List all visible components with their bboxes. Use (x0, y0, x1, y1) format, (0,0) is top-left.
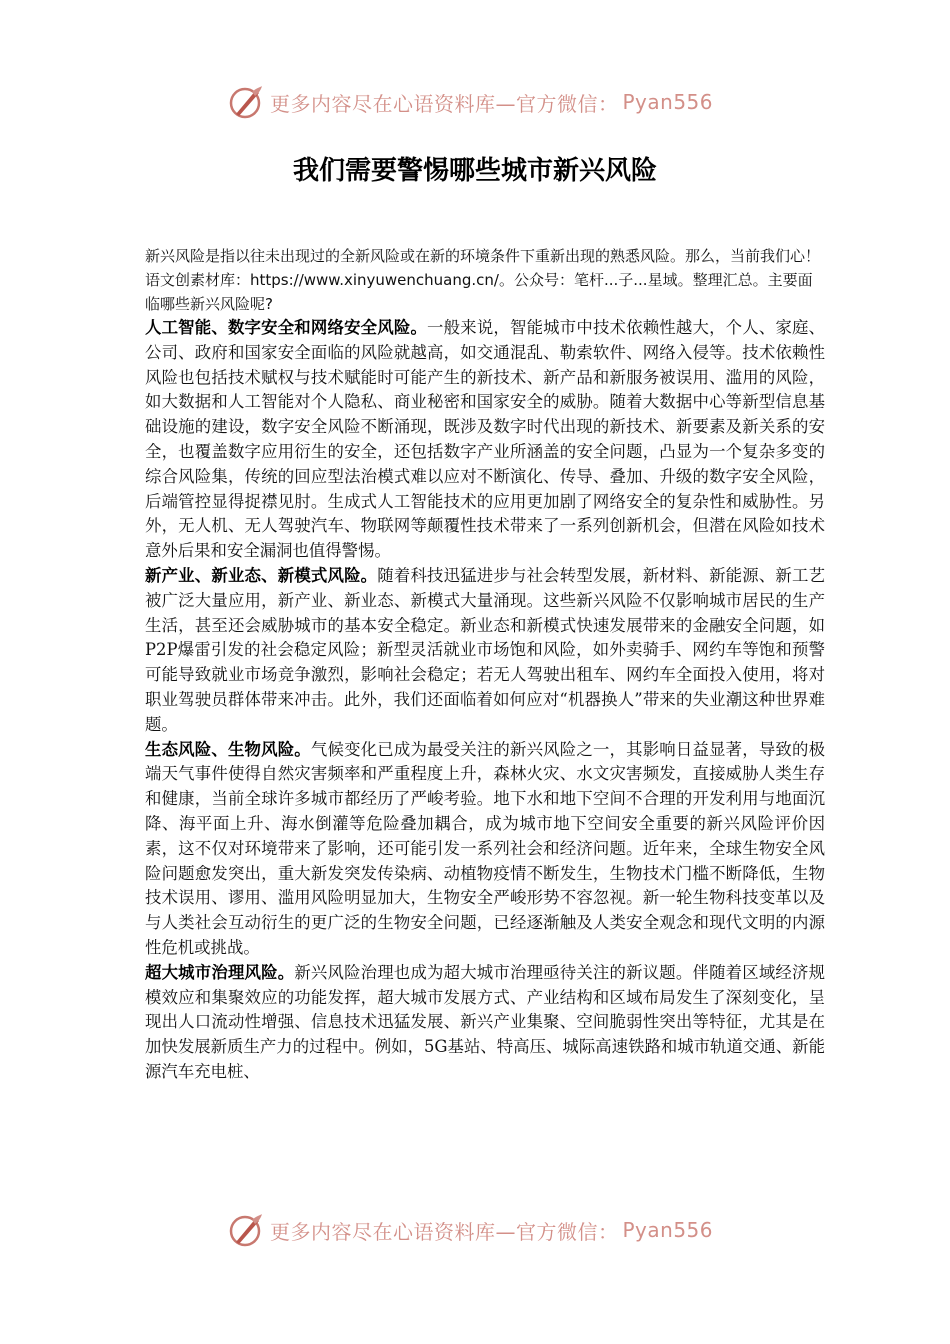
intro-paragraph: 新兴风险是指以往未出现过的全新风险或在新的环境条件下重新出现的熟悉风险。那么，当前我们心！语文创素材库：https://www.xinyuwenchuang.cn/。公众号：笔杆...子...星域。整理汇总。主要面临哪些新兴风险呢? (145, 247, 821, 313)
section-body: 一般来说，智能城市中技术依赖性越大，个人、家庭、公司、政府和国家安全面临的风险就越高，如交通混乱、勒索软件、网络入侵等。技术依赖性风险也包括技术赋权与技术赋能时可能产生的新技术、新产品和新服务被误用、滥用的风险，如大数据和人工智能对个人隐私、商业秘密和国家安全的威胁。随着大数据中心等新型信息基础设施的建设，数字安全风险不断涌现，既涉及数字时代出现的新技术、新要素及新关系的安全，也覆盖数字应用衍生的安全，还包括数字产业所涵盖的安全问题，凸显为一个复杂多变的综合风险集，传统的回应型法治模式难以应对不断演化、传导、叠加、升级的数字安全风险，后端管控显得捉襟见肘。生成式人工智能技术的应用更加剧了网络安全的复杂性和威胁性。另外，无人机、无人驾驶汽车、物联网等颠覆性技术带来了一系列创新机会，但潜在风险如技术意外后果和安全漏洞也值得警惕。 (145, 318, 826, 561)
section-heading: 生态风险、生物风险。 (145, 739, 311, 759)
article-body (145, 244, 825, 1085)
section-heading: 新产业、新业态、新模式风险。 (145, 565, 378, 585)
banner-text: 更多内容尽在心语资料库—官方微信： (270, 91, 619, 116)
section-ecological-biological (145, 738, 825, 961)
banner-wechat-id: Pyan556 (622, 90, 714, 114)
section-body: 新兴风险治理也成为超大城市治理亟待关注的新议题。伴随着区域经济规模效应和集聚效应的功能发挥，超大城市发展方式、产业结构和区域布局发生了深刻变化，呈现出人口流动性增强、信息技术迅猛发展、新兴产业集聚、空间脆弱性突出等特征，尤其是在加快发展新质生产力的过程中。例如，5G基站、特高压、城际高速铁路和城市轨道交通、新能源汽车充电桩、 (145, 962, 825, 1081)
header-watermark-banner (228, 82, 713, 122)
quill-pen-logo-icon (228, 84, 264, 120)
section-body: 气候变化已成为最受关注的新兴风险之一，其影响日益显著，导致的极端天气事件使得自然灾害频率和严重程度上升，森林火灾、水文灾害频发，直接威胁人类生存和健康，当前全球许多城市都经历了严峻考验。地下水和地下空间不合理的开发利用与地面沉降、海平面上升、海水倒灌等危险叠加耦合，成为城市地下空间安全重要的新兴风险评价因素，这不仅对环境带来了影响，还可能引发一系列社会和经济问题。近年来，全球生物安全风险问题愈发突出，重大新发突发传染病、动植物疫情不断发生，生物技术门槛不断降低，生物技术误用、谬用、滥用风险明显加大，生物安全严峻形势不容忽视。新一轮生物科技变革以及与人类社会互动衍生的更广泛的生物安全问题，已经逐渐触及人类安全观念和现代文明的内源性危机或挑战。 (145, 739, 826, 957)
quill-pen-logo-icon (228, 1212, 264, 1248)
page-title: 我们需要警惕哪些城市新兴风险 (292, 156, 657, 186)
banner-text: 更多内容尽在心语资料库—官方微信： (270, 1219, 619, 1244)
section-body: 随着科技迅猛进步与社会转型发展，新材料、新能源、新工艺被广泛大量应用，新产业、新业态、新模式大量涌现。这些新兴风险不仅影响城市居民的生产生活，甚至还会威胁城市的基本安全稳定。新业态和新模式快速发展带来的金融安全问题，如P2P爆雷引发的社会稳定风险；新型灵活就业市场饱和风险，如外卖骑手、网约车等饱和预警可能导致就业市场竞争激烈，影响社会稳定；若无人驾驶出租车、网约车全面投入使用，将对职业驾驶员群体带来冲击。此外，我们还面临着如何应对“机器换人”带来的失业潮这种世界难题。 (145, 565, 826, 734)
section-megacity-governance (145, 961, 825, 1085)
section-heading: 人工智能、数字安全和网络安全风险。 (145, 318, 428, 337)
section-new-industry (145, 564, 825, 738)
section-heading: 超大城市治理风险。 (145, 962, 295, 982)
footer-watermark-banner (228, 1210, 713, 1250)
banner-wechat-id: Pyan556 (622, 1218, 714, 1242)
section-ai-digital-security (145, 316, 825, 564)
